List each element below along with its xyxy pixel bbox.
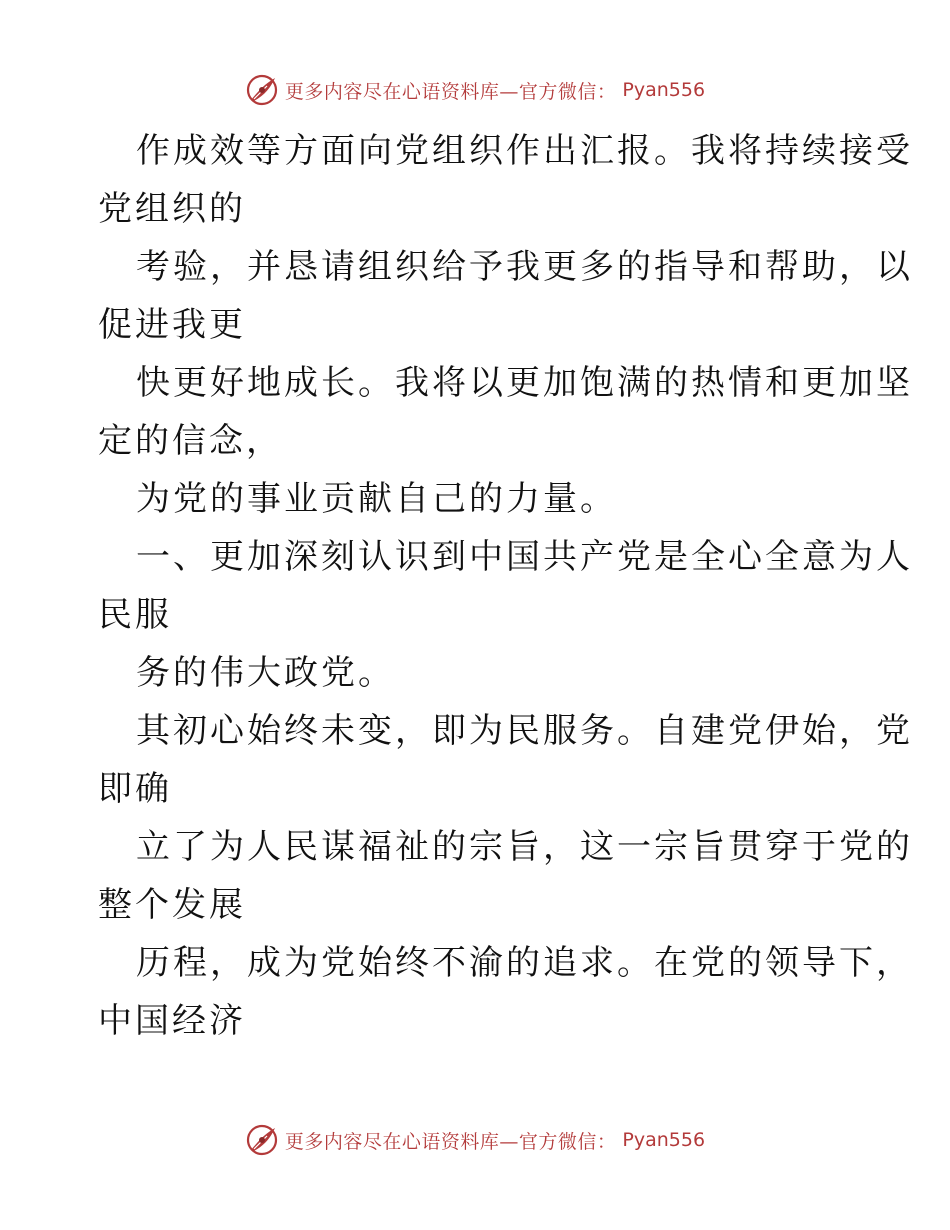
text-line: 考验，并恳请组织给予我更多的指导和帮助，以 (136, 247, 913, 287)
text-line: 其初心始终未变，即为民服务。自建党伊始，党 (136, 711, 913, 751)
text-line: 民服 (98, 595, 172, 635)
text-line: 整个发展 (98, 885, 246, 925)
text-line: 务的伟大政党。 (136, 653, 395, 693)
text-line: 中国经济 (98, 1001, 246, 1041)
text-line: 作成效等方面向党组织作出汇报。我将持续接受 (136, 131, 913, 171)
text-line: 历程，成为党始终不渝的追求。在党的领导下， (136, 943, 913, 983)
banner-text: 更多内容尽在心语资料库—官方微信： (284, 80, 617, 103)
text-line: 立了为人民谋福祉的宗旨，这一宗旨贯穿于党的 (136, 827, 913, 867)
banner-wechat-id: Pyan556 (622, 79, 706, 101)
footer-banner (0, 1120, 950, 1160)
text-line: 即确 (98, 769, 172, 809)
quill-pen-logo-icon (245, 1123, 279, 1157)
header-banner (0, 70, 950, 110)
banner-text: 更多内容尽在心语资料库—官方微信： (284, 1130, 617, 1153)
quill-pen-logo-icon (245, 73, 279, 107)
text-line: 定的信念， (98, 421, 283, 461)
text-line: 快更好地成长。我将以更加饱满的热情和更加坚 (136, 363, 913, 403)
banner-wechat-id: Pyan556 (622, 1129, 706, 1151)
text-line: 促进我更 (98, 305, 246, 345)
text-line: 党组织的 (98, 189, 246, 229)
body-text (98, 122, 913, 1050)
text-line: 一、更加深刻认识到中国共产党是全心全意为人 (136, 537, 913, 577)
text-line: 为党的事业贡献自己的力量。 (136, 479, 617, 519)
